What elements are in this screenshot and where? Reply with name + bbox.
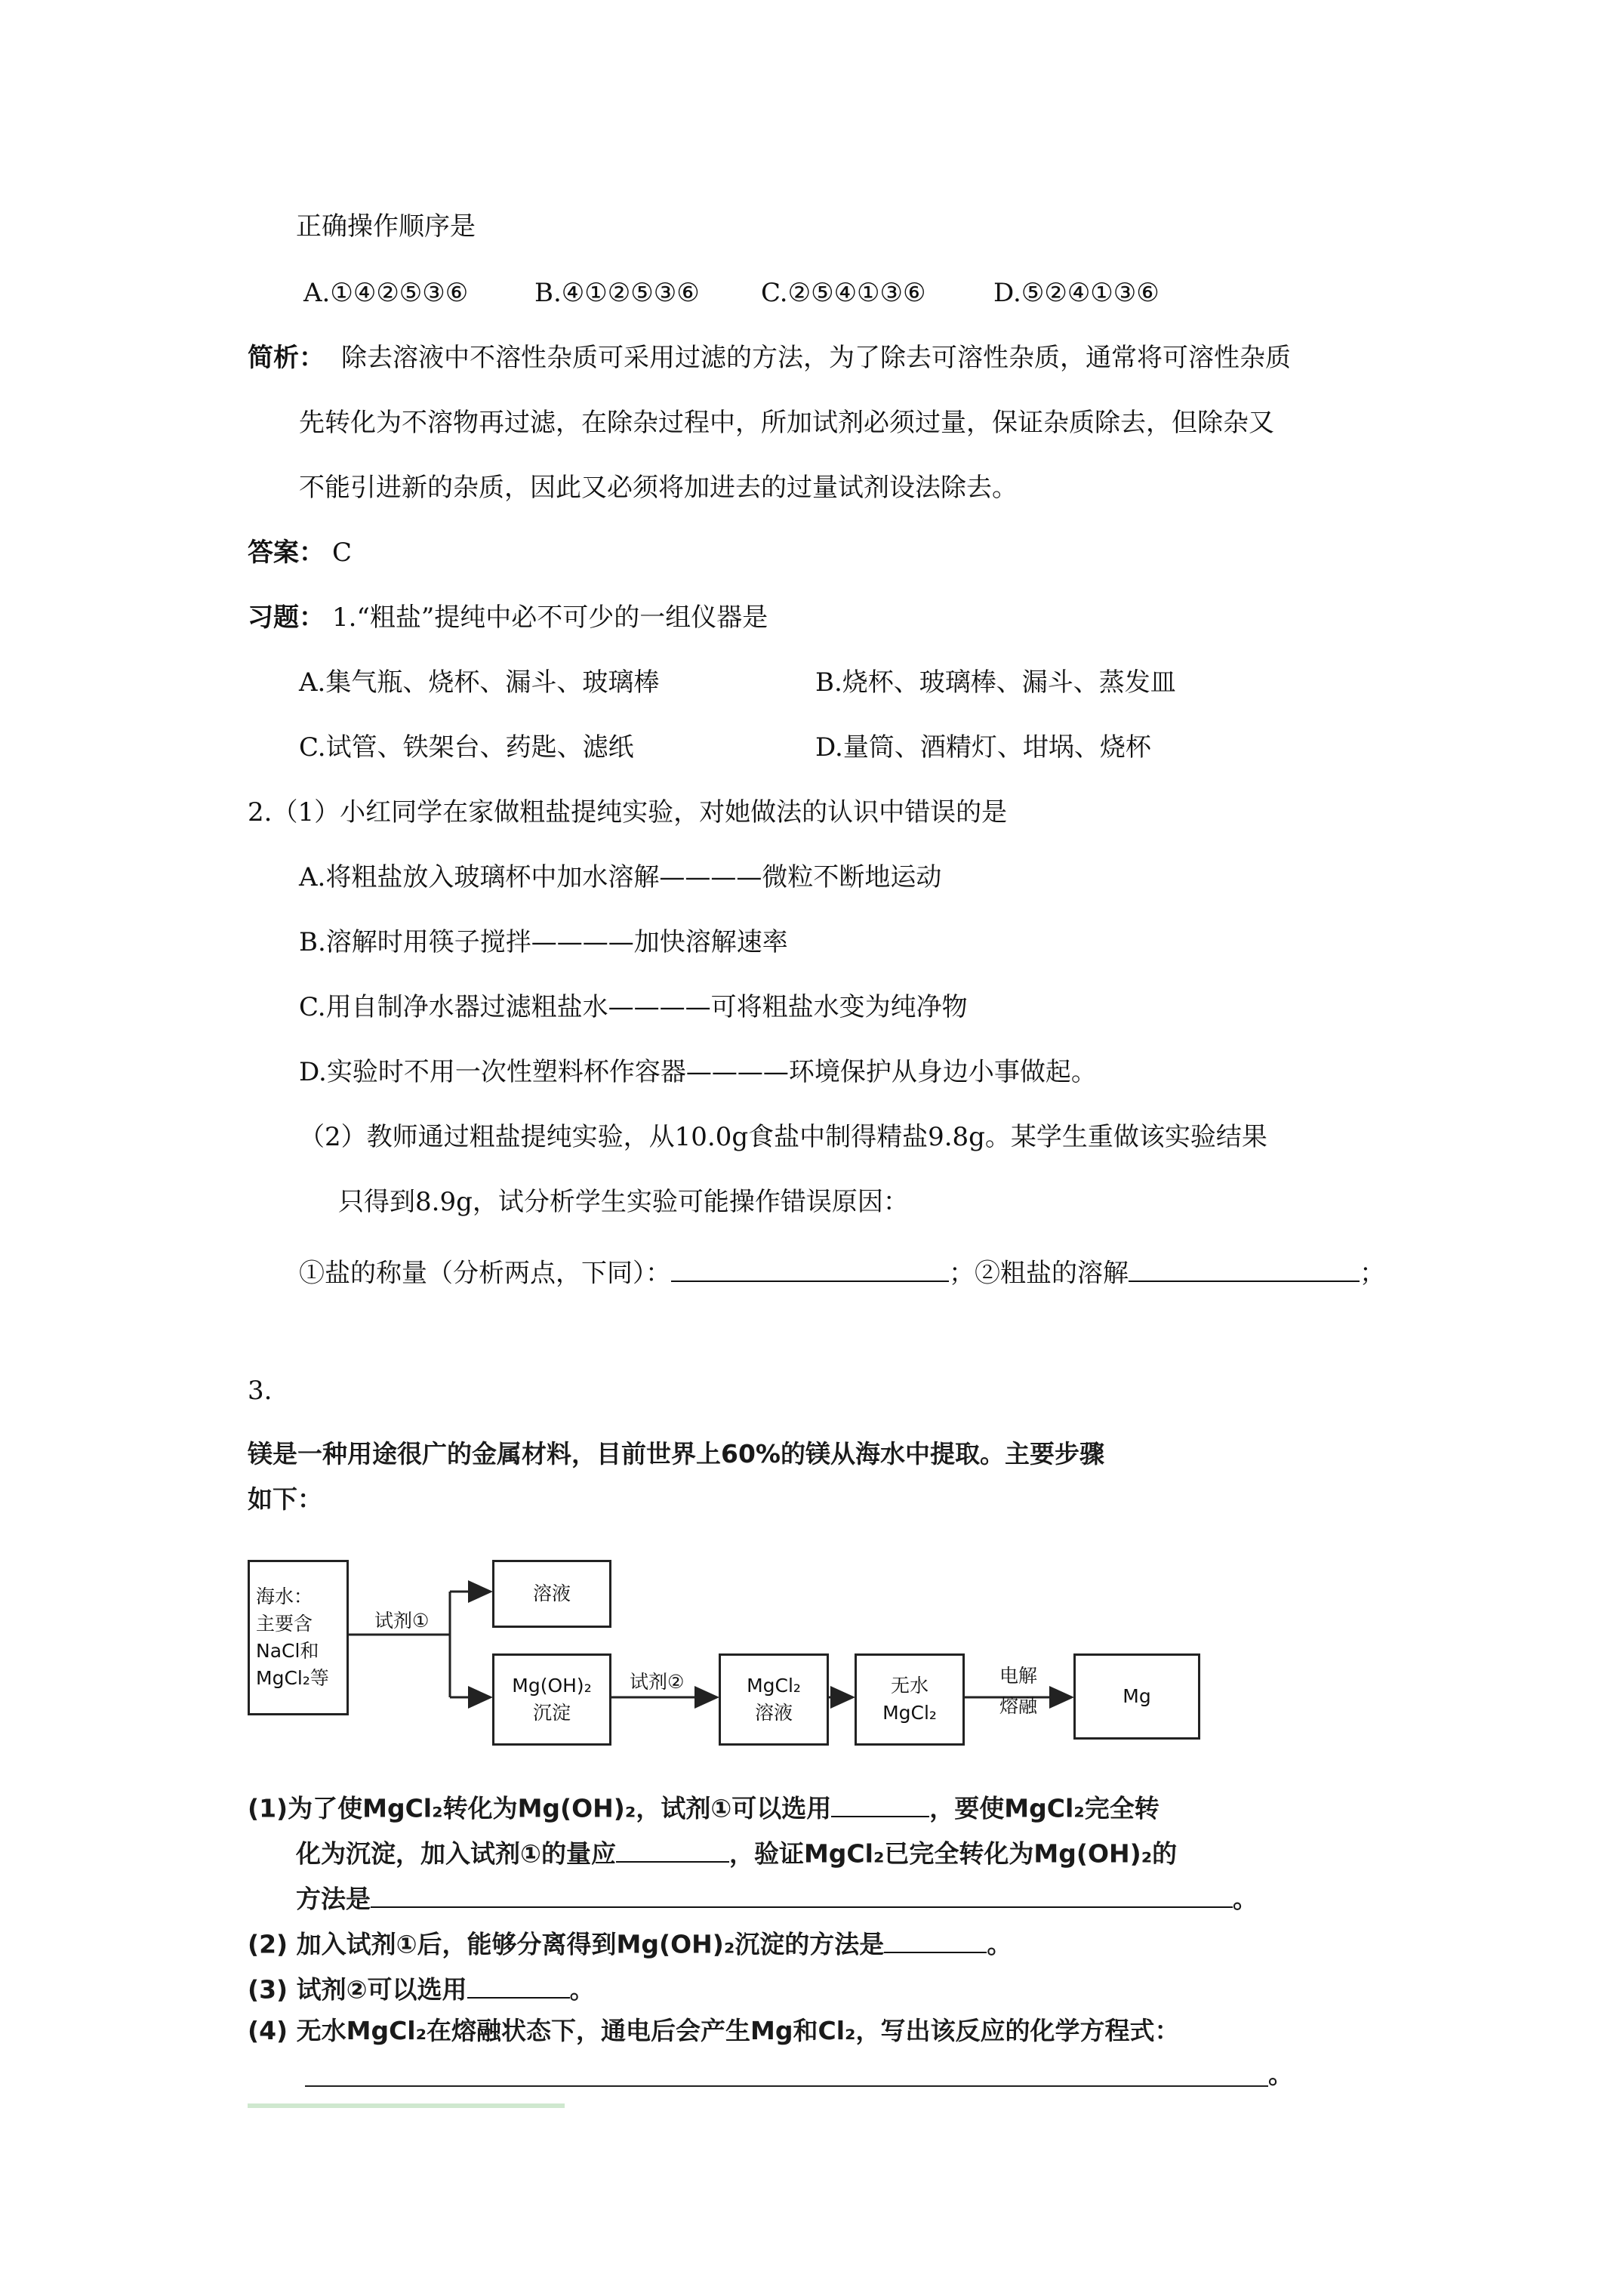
anhydrous-formula: MgCl₂	[882, 1702, 937, 1724]
analysis-label: 简析：	[248, 343, 325, 373]
sub2-end: 。	[987, 1929, 1012, 1959]
analysis-line-3: 不能引进新的杂质，因此又必须将加进去的过量试剂设法除去。	[299, 473, 1018, 503]
precipitate-formula: Mg(OH)₂	[512, 1674, 592, 1697]
option-d: D.⑤②④①③⑥	[993, 278, 1160, 308]
mgcl2-solution-label: 溶液	[754, 1702, 793, 1724]
q2-part2-line-2: 只得到8.9g，试分析学生实验可能操作错误原因：	[338, 1187, 909, 1217]
option-b: B.④①②⑤③⑥	[534, 278, 700, 308]
electrolysis-line-2: 熔融	[999, 1695, 1038, 1717]
q2-option-c: C.用自制净水器过滤粗盐水————可将粗盐水变为纯净物	[299, 992, 968, 1022]
sub1-line-3a: 方法是	[296, 1884, 371, 1914]
anhydrous-box	[855, 1653, 965, 1746]
sub1-line-2b: ，验证MgCl₂已完全转化为Mg(OH)₂的	[728, 1838, 1178, 1869]
intro-line: 正确操作顺序是	[296, 211, 476, 242]
electrolysis-label	[999, 1661, 1037, 1721]
sub4-end: 。	[1268, 2060, 1293, 2089]
sub3-text: (3) 试剂②可以选用	[248, 1974, 467, 2005]
q2-option-a: A.将粗盐放入玻璃杯中加水溶解————微粒不断地运动	[299, 862, 942, 892]
seawater-line-2: 主要含	[256, 1612, 313, 1635]
q2-stem: 2.（1）小红同学在家做粗盐提纯实验，对她做法的认识中错误的是	[248, 797, 1008, 827]
sub3-line	[248, 1971, 595, 2005]
blank-equation[interactable]	[305, 2085, 1268, 2087]
sub1-line-1	[248, 1789, 1160, 1823]
sub1-line-2	[296, 1835, 1177, 1869]
seawater-line-1: 海水：	[256, 1585, 313, 1607]
seawater-box	[248, 1560, 349, 1715]
sub2-text: (2) 加入试剂①后，能够分离得到Mg(OH)₂沉淀的方法是	[248, 1929, 885, 1959]
reagent-1-label: 试剂①	[374, 1610, 430, 1632]
sub1-line-1b: ，要使MgCl₂完全转	[929, 1793, 1160, 1823]
q1-option-c: C.试管、铁架台、药匙、滤纸	[299, 732, 634, 763]
reagent-2-label: 试剂②	[630, 1671, 685, 1693]
precipitate-label: 沉淀	[532, 1702, 571, 1724]
q3-number: 3.	[248, 1376, 273, 1406]
analysis-line-2: 先转化为不溶物再过滤，在除杂过程中，所加试剂必须过量，保证杂质除去，但除杂又	[299, 408, 1274, 438]
q2-option-d: D.实验时不用一次性塑料杯作容器————环境保护从身边小事做起。	[299, 1057, 1097, 1087]
sub3-end: 。	[569, 1974, 595, 2005]
sub1-line-3b: 。	[1233, 1884, 1258, 1914]
q1-option-b: B.烧杯、玻璃棒、漏斗、蒸发皿	[815, 667, 1176, 698]
q1-option-d: D.量筒、酒精灯、坩埚、烧杯	[815, 732, 1151, 763]
answer-value: C	[332, 538, 353, 568]
option-c: C.②⑤④①③⑥	[761, 278, 926, 308]
seawater-line-3: NaCl和	[256, 1640, 319, 1662]
blank-dissolving[interactable]	[1129, 1253, 1360, 1282]
fill-separator: ；②粗盐的溶解	[949, 1258, 1129, 1289]
q1-option-a: A.集气瓶、烧杯、漏斗、玻璃棒	[299, 667, 660, 698]
blank-weighing[interactable]	[671, 1253, 949, 1282]
q3-intro-line-2: 如下：	[248, 1484, 322, 1514]
seawater-line-4: MgCl₂等	[256, 1667, 329, 1690]
blank-reagent-1[interactable]	[831, 1789, 929, 1817]
mgcl2-formula: MgCl₂	[747, 1674, 801, 1697]
q2-part2-line-1: （2）教师通过粗盐提纯实验，从10.0g食盐中制得精盐9.8g。某学生重做该实验结果	[299, 1122, 1267, 1152]
sub1-line-3	[296, 1880, 1258, 1914]
sub2-line	[248, 1925, 1012, 1959]
product-label: Mg	[1123, 1684, 1151, 1707]
anhydrous-label: 无水	[890, 1674, 929, 1697]
exercise-label: 习题：	[248, 603, 325, 633]
fill-a-label: ①盐的称量（分析两点，下同）：	[299, 1258, 671, 1289]
electrolysis-line-1: 电解	[999, 1665, 1038, 1687]
option-a: A.①④②⑤③⑥	[303, 278, 469, 308]
q1-stem: 1.“粗盐”提纯中必不可少的一组仪器是	[332, 603, 768, 633]
precipitate-box	[492, 1653, 611, 1746]
solution-label: 溶液	[532, 1582, 571, 1604]
q3-intro-line-1: 镁是一种用途很广的金属材料，目前世界上60%的镁从海水中提取。主要步骤	[248, 1439, 1104, 1469]
sub4-line: (4) 无水MgCl₂在熔融状态下，通电后会产生Mg和Cl₂，写出该反应的化学方程式：	[248, 2016, 1180, 2045]
q2-fill-line	[299, 1253, 1385, 1289]
q2-option-b: B.溶解时用筷子搅拌————加快溶解速率	[299, 927, 788, 957]
mgcl2-solution-box	[719, 1653, 829, 1746]
blank-separation[interactable]	[884, 1925, 987, 1953]
product-box	[1073, 1653, 1200, 1740]
blank-amount[interactable]	[616, 1835, 729, 1863]
sub1-line-2a: 化为沉淀，加入试剂①的量应	[296, 1838, 616, 1869]
fill-end: ；	[1360, 1258, 1385, 1289]
blank-reagent-2[interactable]	[467, 1971, 570, 1999]
sub1-line-1a: (1)为了使MgCl₂转化为Mg(OH)₂，试剂①可以选用	[248, 1793, 832, 1823]
answer-label: 答案：	[248, 538, 325, 568]
solution-box	[492, 1560, 611, 1628]
analysis-line-1: 除去溶液中不溶性杂质可采用过滤的方法，为了除去可溶性杂质，通常将可溶性杂质	[341, 343, 1291, 373]
blank-verify-method[interactable]	[371, 1880, 1233, 1908]
scan-edge-mark	[248, 2103, 565, 2108]
